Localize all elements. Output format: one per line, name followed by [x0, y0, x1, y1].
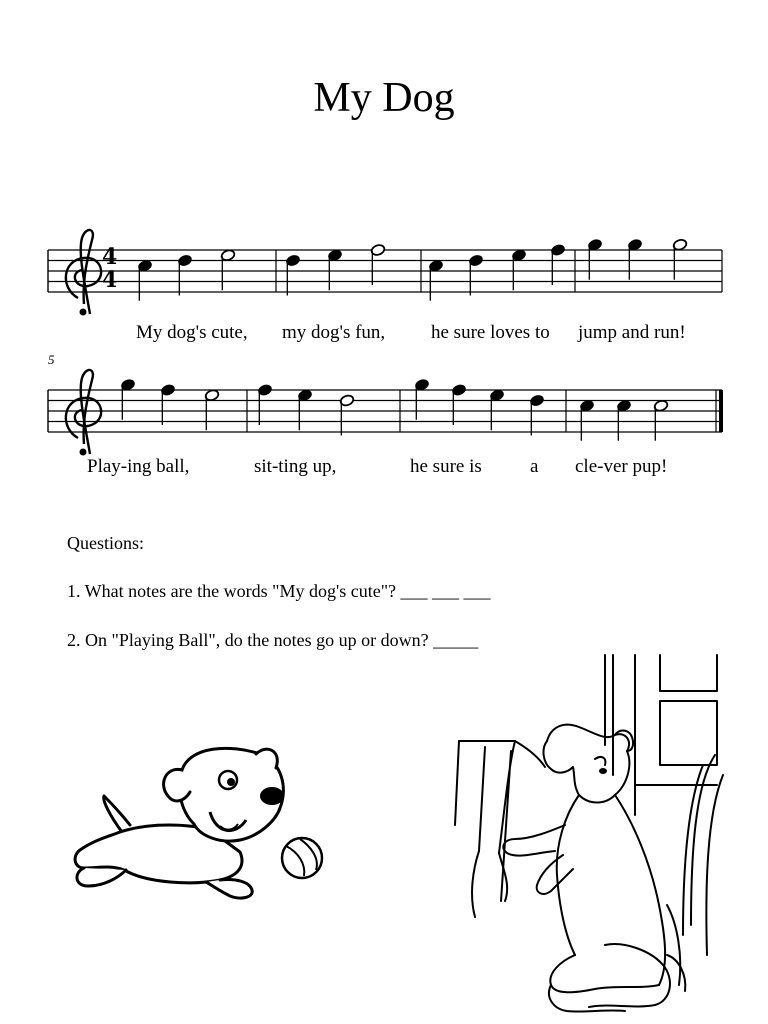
treble-clef-icon — [66, 370, 101, 456]
note-D5-quarter — [468, 254, 483, 296]
treble-clef-icon — [66, 230, 101, 316]
lyric-phrase: Play-ing ball, — [87, 456, 190, 477]
note-G5-quarter — [627, 238, 642, 280]
note-C5-quarter — [616, 399, 631, 441]
note-E5-quarter — [511, 249, 526, 291]
note-D5-quarter — [285, 254, 300, 296]
note-G5-quarter — [414, 378, 429, 420]
page-title: My Dog — [313, 75, 455, 121]
note-C5-quarter — [579, 399, 594, 441]
lyric-phrase: he sure is — [410, 456, 482, 477]
note-G5-quarter — [120, 378, 135, 420]
note-F5-half — [370, 243, 385, 285]
time-signature-bottom: 4 — [102, 267, 118, 293]
questions-heading: Questions: — [67, 533, 145, 553]
music-staff-system-1 — [0, 220, 768, 343]
question-1: 1. What notes are the words "My dog's cute"? ___ ___ ___ — [67, 581, 491, 601]
note-F5-quarter — [550, 243, 565, 285]
note-F5-quarter — [257, 383, 272, 425]
note-F5-quarter — [160, 383, 175, 425]
staff-notes — [48, 238, 722, 301]
time-signature — [102, 244, 117, 293]
staff-notes — [48, 378, 722, 441]
note-G5-quarter — [587, 238, 602, 280]
note-C5-quarter — [137, 259, 152, 301]
lyric-phrase: My dog's cute, — [136, 322, 248, 343]
ball-icon — [282, 838, 322, 878]
question-2: 2. On "Playing Ball", do the notes go up or down? _____ — [67, 630, 479, 650]
time-signature-top: 4 — [102, 244, 118, 270]
begging-dog-illustration — [455, 655, 725, 1020]
note-G5-half — [672, 238, 687, 280]
note-F5-quarter — [451, 383, 466, 425]
lyric-phrase: he sure loves to — [431, 322, 550, 343]
lyrics-line-1 — [136, 322, 686, 343]
lyric-phrase: cle-ver pup! — [575, 456, 668, 477]
music-staff-system-2 — [0, 352, 768, 480]
lyrics-line-2 — [87, 456, 667, 477]
running-puppy-illustration — [70, 740, 330, 900]
note-C5-half — [653, 399, 668, 441]
note-D5-quarter — [529, 394, 544, 436]
note-D5-half — [339, 394, 354, 436]
note-E5-half — [204, 389, 219, 431]
lyric-phrase: my dog's fun, — [282, 322, 386, 343]
note-C5-quarter — [428, 259, 443, 301]
note-D5-quarter — [177, 254, 192, 296]
lyric-phrase: a — [530, 456, 539, 477]
note-E5-quarter — [297, 389, 312, 431]
measure-number: 5 — [48, 352, 55, 367]
note-E5-quarter — [489, 389, 504, 431]
lyric-phrase: jump and run! — [578, 322, 686, 343]
note-E5-quarter — [327, 249, 342, 291]
note-E5-half — [220, 249, 235, 291]
lyric-phrase: sit-ting up, — [254, 456, 337, 477]
